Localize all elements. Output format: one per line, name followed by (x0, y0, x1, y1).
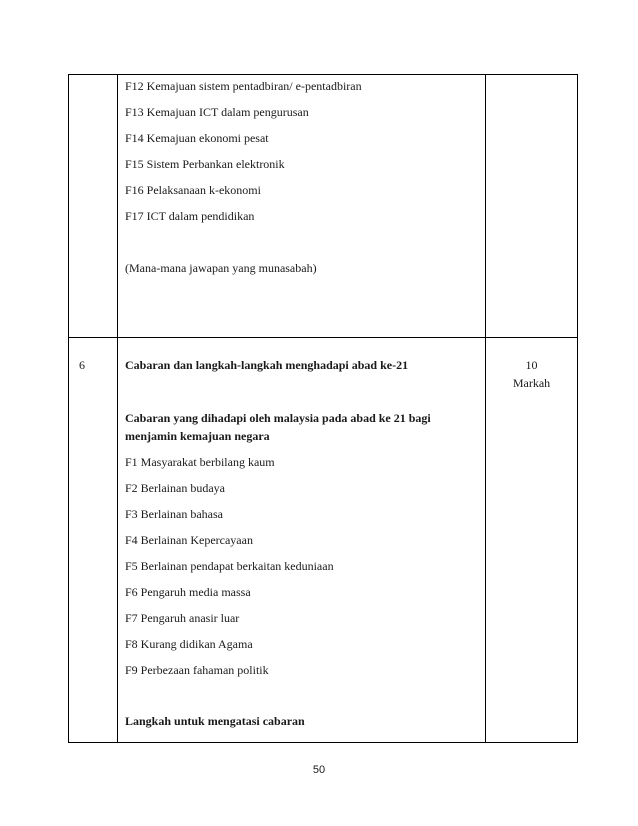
answer-cell (118, 75, 486, 338)
table-row (69, 338, 578, 743)
subheading-line-1: Cabaran yang dihadapi oleh malaysia pada abad ke 21 bagi (125, 411, 431, 425)
list-item: F3 Berlainan bahasa (125, 507, 223, 521)
question-number-cell (69, 338, 118, 743)
list-item: F4 Berlainan Kepercayaan (125, 533, 253, 547)
list-item: F13 Kemajuan ICT dalam pengurusan (125, 105, 309, 119)
list-item: F8 Kurang didikan Agama (125, 637, 253, 651)
marks-cell (486, 75, 578, 338)
answer-note: (Mana-mana jawapan yang munasabah) (125, 261, 317, 275)
list-item: F12 Kemajuan sistem pentadbiran/ e-pentadbiran (125, 79, 362, 93)
list-item: F9 Perbezaan fahaman politik (125, 663, 269, 677)
page-number: 50 (312, 764, 326, 776)
list-item: F17 ICT dalam pendidikan (125, 209, 255, 223)
question-heading: Cabaran dan langkah-langkah menghadapi abad ke-21 (125, 358, 409, 372)
list-item: F14 Kemajuan ekonomi pesat (125, 131, 269, 145)
marks-cell (486, 338, 578, 743)
list-item: F16 Pelaksanaan k-ekonomi (125, 183, 261, 197)
closing-heading: Langkah untuk mengatasi cabaran (125, 714, 305, 728)
marks-label: Markah (512, 376, 551, 390)
answer-cell (118, 338, 486, 743)
list-item: F2 Berlainan budaya (125, 481, 225, 495)
marks-value: 10 (525, 358, 538, 372)
list-item: F7 Pengaruh anasir luar (125, 611, 240, 625)
table-row (69, 75, 578, 338)
list-item: F5 Berlainan pendapat berkaitan keduniaan (125, 559, 334, 573)
list-item: F15 Sistem Perbankan elektronik (125, 157, 285, 171)
list-item: F1 Masyarakat berbilang kaum (125, 455, 275, 469)
subheading-line-2: menjamin kemajuan negara (125, 429, 270, 443)
marking-scheme-table (68, 74, 578, 743)
question-number-cell (69, 75, 118, 338)
list-item: F6 Pengaruh media massa (125, 585, 251, 599)
question-number: 6 (79, 358, 85, 372)
